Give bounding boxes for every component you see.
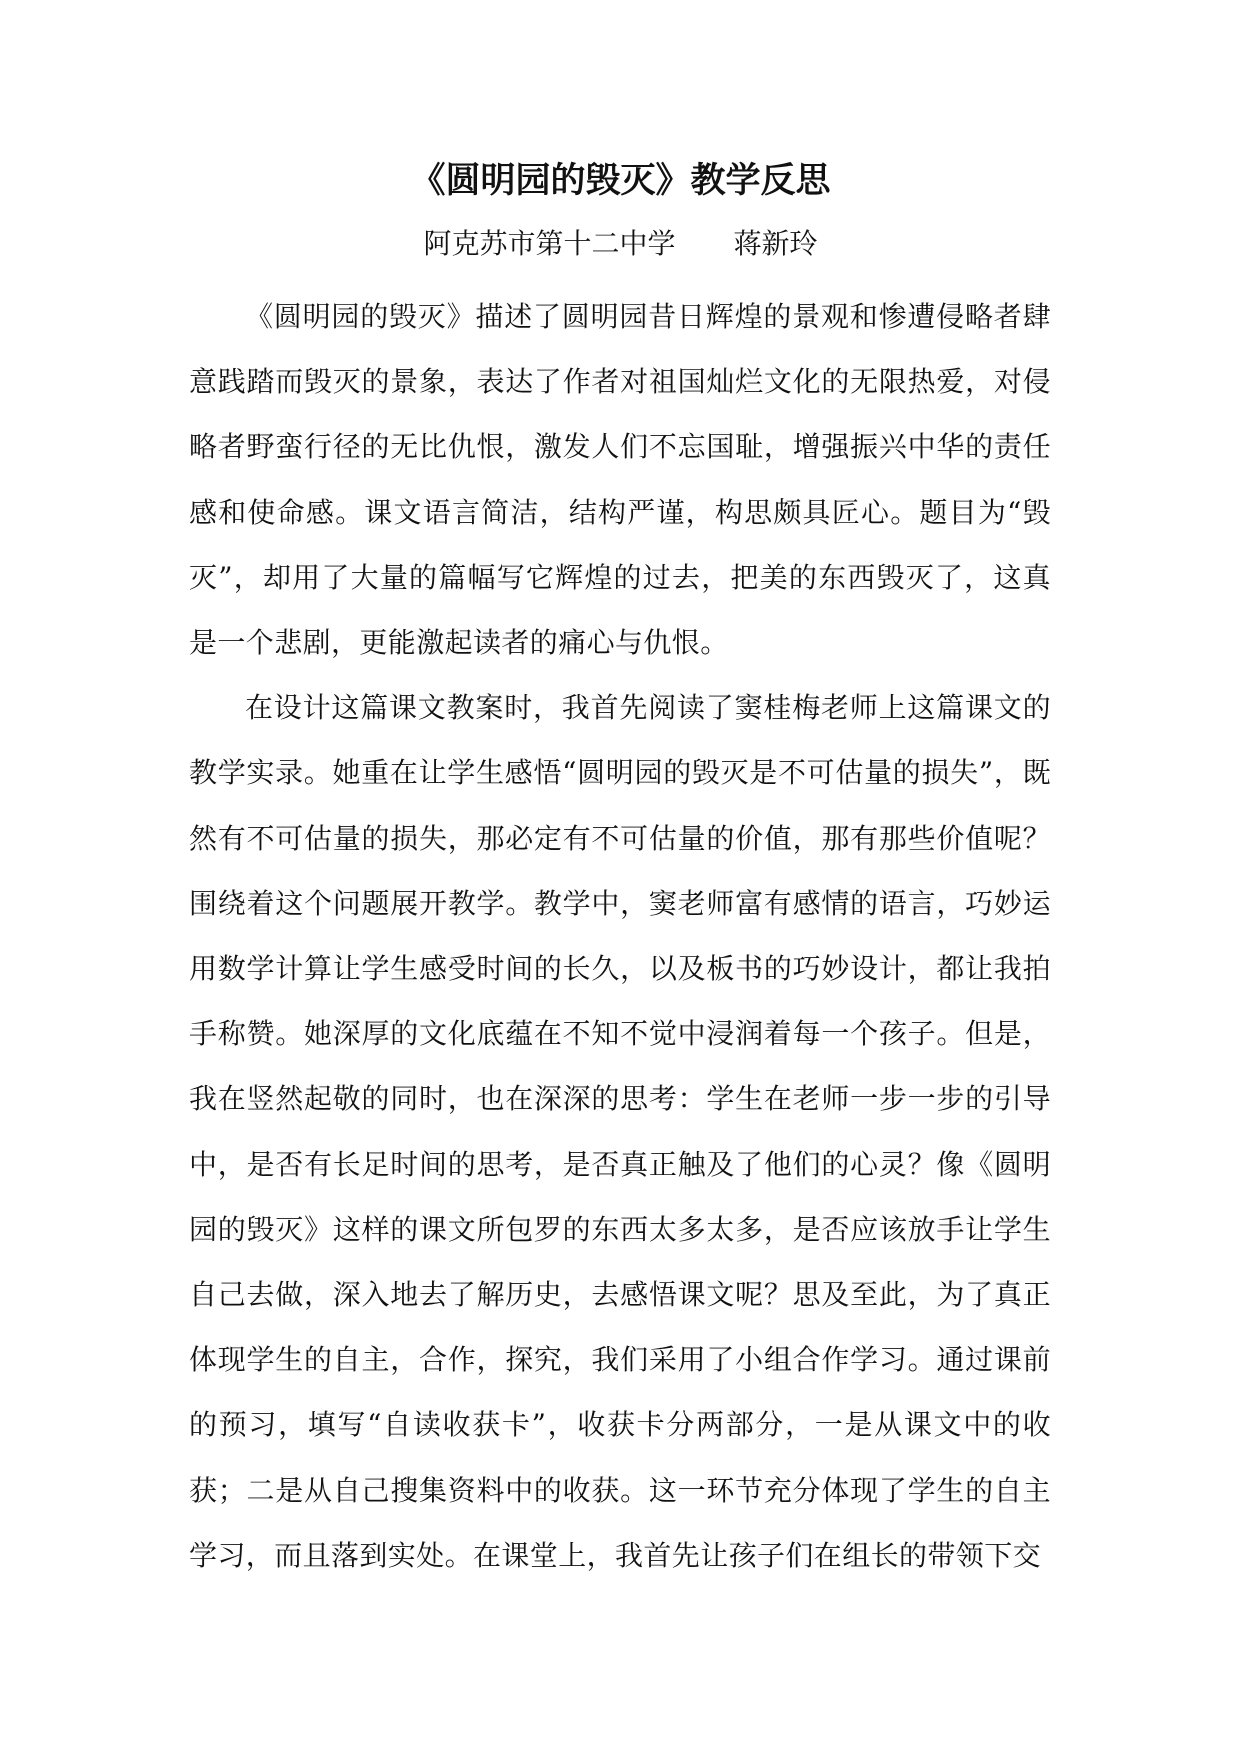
document-title: 《圆明园的毁灭》教学反思 — [410, 161, 831, 201]
author-name: 蒋新玲 — [733, 227, 818, 260]
body-text — [189, 284, 1051, 1588]
school-name: 阿克苏市第十二中学 — [423, 227, 676, 260]
byline — [0, 222, 1241, 266]
paragraph-2: 在设计这篇课文教案时，我首先阅读了窦桂梅老师上这篇课文的教学实录。她重在让学生感悟“圆明园的毁灭是不可估量的损失”，既然有不可估量的损失，那必定有不可估量的价值，那有那些价值呢？围绕着这个问题展开教学。教学中，窦老师富有感情的语言，巧妙运用数学计算让学生感受时间的长久，以及板书的巧妙设计，都让我拍手称赞。她深厚的文化底蕴在不知不觉中浸润着每一个孩子。但是，我在竖然起敬的同时，也在深深的思考：学生在老师一步一步的引导中，是否有长足时间的思考，是否真正触及了他们的心灵？像《圆明园的毁灭》这样的课文所包罗的东西太多太多，是否应该放手让学生自己去做，深入地去了解历史，去感悟课文呢？思及至此，为了真正体现学生的自主，合作，探究，我们采用了小组合作学习。通过课前的预习，填写“自读收获卡”，收获卡分两部分，一是从课文中的收获；二是从自己搜集资料中的收获。这一环节充分体现了学生的自主学习，而且落到实处。在课堂上，我首先让孩子们在组长的带领下交 — [189, 691, 1051, 1572]
paragraph-1: 《圆明园的毁灭》描述了圆明园昔日辉煌的景观和惨遭侵略者肆意践踏而毁灭的景象，表达了作者对祖国灿烂文化的无限热爱，对侵略者野蛮行径的无比仇恨，激发人们不忘国耻，增强振兴中华的责任感和使命感。课文语言简洁，结构严谨，构思颇具匠心。题目为“毁灭”，却用了大量的篇幅写它辉煌的过去，把美的东西毁灭了，这真是一个悲剧，更能激起读者的痛心与仇恨。 — [189, 300, 1051, 660]
